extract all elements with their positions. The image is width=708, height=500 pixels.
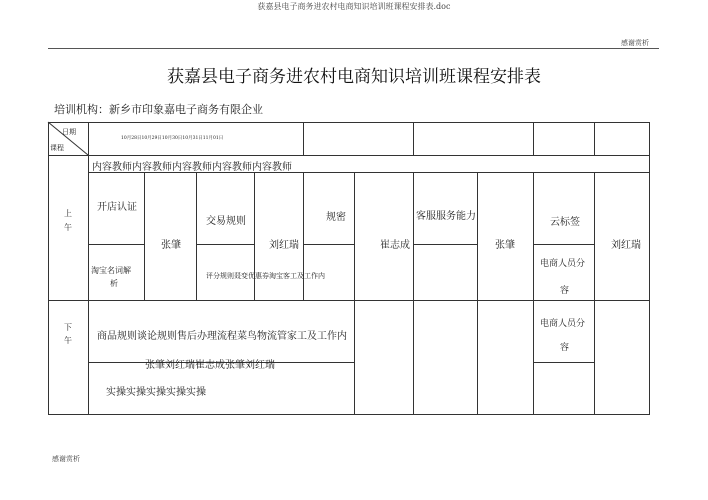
afternoon-practice: 实操实操实操实操实操 bbox=[106, 387, 206, 398]
afternoon-ecom-line2: 容 bbox=[560, 343, 570, 353]
file-title: 获嘉县电子商务进农村电商知识培训班课程安排表.doc bbox=[257, 2, 451, 11]
afternoon-label-top: 下 bbox=[64, 323, 72, 332]
course-3: 规密 bbox=[326, 212, 346, 223]
organization-line: 培训机构：新乡市印象嘉电子商务有限企业 bbox=[54, 103, 263, 116]
footer-note: 感谢赏析 bbox=[52, 455, 80, 463]
teacher-3: 崔志成 bbox=[380, 240, 410, 251]
corner-course-label: 课程 bbox=[50, 144, 64, 152]
teacher-5: 刘红瑞 bbox=[611, 240, 641, 251]
page-title: 获嘉县电子商务进农村电商知识培训班课程安排表 bbox=[167, 67, 541, 87]
afternoon-ecom-line1: 电商人员分 bbox=[540, 319, 586, 329]
afternoon-courses: 商品规则谈论规则售后办理流程菜鸟物流管家工及工作内 bbox=[97, 331, 347, 342]
course-4: 客服服务能力 bbox=[416, 211, 476, 222]
ecom-staff-line2: 容 bbox=[560, 286, 570, 296]
rules-line: 评分规则叕变优惠券淘宝客工及工作内 bbox=[206, 272, 325, 280]
afternoon-label-bottom: 午 bbox=[64, 336, 72, 345]
teacher-4: 张肇 bbox=[495, 240, 515, 251]
teacher-1: 张肇 bbox=[161, 240, 181, 251]
header-note: 感谢赏析 bbox=[621, 39, 649, 47]
afternoon-teachers: 张肇刘红瑞崔志成张肇刘红瑞 bbox=[145, 360, 275, 371]
taobao-terms-line2: 析 bbox=[110, 279, 118, 288]
morning-label-bottom: 午 bbox=[64, 223, 72, 232]
course-1: 开店认证 bbox=[97, 202, 137, 213]
content-teacher-row: 内容教师内容教师内容教师内容教师内容教师 bbox=[92, 162, 292, 173]
ecom-staff-line1: 电商人员分 bbox=[540, 259, 586, 269]
course-5: 云标签 bbox=[550, 217, 580, 228]
date-headers: 10月28日10月29日10月30日10月31日11月01日 bbox=[121, 136, 224, 141]
morning-label-top: 上 bbox=[64, 209, 72, 218]
corner-date-label: 日期 bbox=[62, 128, 76, 136]
taobao-terms-line1: 淘宝名词解 bbox=[91, 266, 131, 275]
course-2: 交易规则 bbox=[206, 216, 246, 227]
teacher-2: 刘红瑞 bbox=[269, 240, 299, 251]
